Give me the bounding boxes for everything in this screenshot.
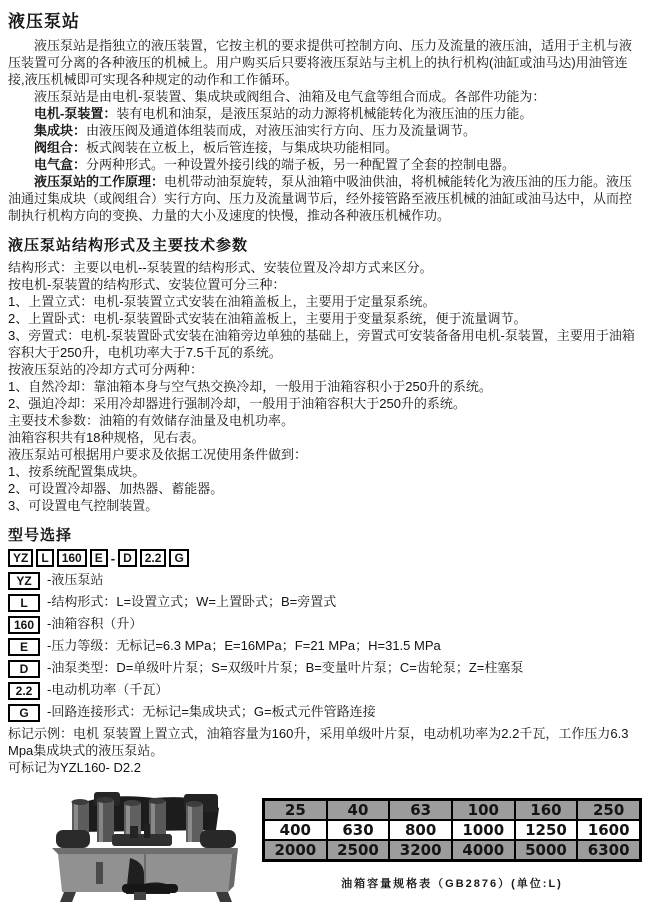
table-cell: 250 [577,800,640,821]
legend-desc: -回路连接形式：无标记=集成块式；G=板式元件管路连接 [47,704,376,720]
component-line-motor-pump [8,105,642,122]
table-cell: 3200 [389,840,452,861]
structure-line: 3、旁置式：电机-泵装置卧式安装在油箱旁边单独的基础上，旁置式可安装备备用电机-泵装置，主要用于油箱容积大于250升，电机功率大于7.5千瓦的系统。 [8,328,635,360]
legend-code-box: E [8,638,40,656]
structure-line: 2、强迫冷却：采用冷却器进行强制冷却，一般用于油箱容积大于250升的系统。 [8,396,466,411]
model-legend-row-yz [8,571,642,590]
marking-example-text: 标记示例：电机 泵装置上置立式，油箱容量为160升，采用单级叶片泵，电动机功率为2.2千瓦，工作压力6.3 Mpa集成块式的液压泵站。 [8,726,629,759]
structure-line: 结构形式：主要以电机--泵装置的结构形式、安装位置及冷却方式来区分。 [8,260,433,275]
model-legend-row-e [8,637,642,656]
table-cell: 1000 [452,820,515,840]
model-code-box-d: D [118,549,137,567]
structure-line: 按电机-泵装置的结构形式、安装位置可分三种： [8,277,286,292]
structure-line: 液压泵站可根据用户要求及依据工况使用条件做到： [8,447,308,462]
legend-code-box: G [8,704,40,722]
table-cell: 630 [327,820,390,840]
table-cell: 63 [389,800,452,821]
component-desc: 由液压阀及通道体组装而成，对液压油实行方向、压力及流量调节。 [86,123,477,138]
table-cell: 2500 [327,840,390,861]
tank-capacity-table-wrap [262,798,642,891]
model-legend-row-l [8,593,642,612]
model-code-box-g: G [169,549,188,567]
model-legend-row-d [8,659,642,678]
table-caption: 油箱容量规格表（GB2876）(单位:L) [341,878,563,891]
model-code-box-l: L [36,549,53,567]
tank-capacity-table [262,798,642,862]
component-line-electric-box [8,156,642,173]
pump-station-photo [34,788,256,906]
table-cell: 25 [264,800,327,821]
structure-line: 主要技术参数：油箱的有效储存油量及电机功率。 [8,413,295,428]
model-code-line [8,549,642,567]
model-code-dash: - [110,550,116,566]
structure-line: 1、上置立式：电机-泵装置立式安装在油箱盖板上，主要用于定量泵系统。 [8,294,436,309]
component-term: 液压泵站的工作原理： [34,174,165,189]
section-title-structure: 液压泵站结构形式及主要技术参数 [8,237,249,254]
model-code-box-yz: YZ [8,549,33,567]
bottom-section [8,788,642,906]
intro-paragraph-1: 液压泵站是指独立的液压装置，它按主机的要求提供可控制方向、压力及流量的液压油，适用于主机与液压装置可分离的各种液压的机械上。用户购买后只要将液压泵站与主机上的执行机构(油缸或油马达)用油管连接,液压机械即可实现各种规定的动作和工作循环。 [8,38,633,87]
legend-code-box: YZ [8,572,40,590]
component-desc: 装有电机和油泵，是液压泵站的动力源将机械能转化为液压油的压力能。 [116,106,533,121]
component-desc: 电机带动油泵旋转，泵从油箱中吸油供油，将机械能转化为液压油的压力能。液压油通过集成块（或阀组合）实行方向、压力及流量调节后，经外接管路至液压机械的油缸或油马达中，从而控制执行机构方向的变换、力量的大小及速度的快慢，推动各种液压机械作功。 [8,174,633,223]
intro-paragraph-2: 液压泵站是由电机-泵装置、集成块或阀组合、油箱及电气盒等组合而成。各部件功能为： [34,89,546,104]
legend-desc: -结构形式：L=设置立式；W=上置卧式；B=旁置式 [47,594,337,610]
component-term: 阀组合： [34,140,87,155]
model-code-box-160: 160 [57,549,87,567]
marking-example-code: 可标记为YZL160- D2.2 [8,760,141,776]
component-desc: 板式阀装在立板上，板后管连接，与集成块功能相同。 [86,140,399,155]
table-row [264,800,641,821]
structure-line: 1、自然冷却：靠油箱本身与空气热交换冷却，一般用于油箱容积小于250升的系统。 [8,379,492,394]
table-cell: 100 [452,800,515,821]
table-cell: 6300 [577,840,640,861]
model-legend-row-g [8,703,642,722]
structure-line: 油箱容积共有18种规格，见右表。 [8,430,205,445]
model-legend-row-160 [8,615,642,634]
legend-desc: -液压泵站 [47,572,104,588]
component-line-working-principle [8,173,642,224]
structure-line: 1、按系统配置集成块。 [8,464,146,479]
component-term: 集成块： [34,123,87,138]
model-code-box-e: E [90,549,108,567]
legend-code-box: L [8,594,40,612]
table-cell: 40 [327,800,390,821]
structure-line: 2、上置卧式：电机-泵装置卧式安装在油箱盖板上，主要用于变量泵系统，便于流量调节。 [8,311,527,326]
component-term: 电机-泵装置： [34,106,117,121]
legend-code-box: 2.2 [8,682,40,700]
table-row [264,840,641,861]
table-cell: 5000 [515,840,578,861]
structure-line: 2、可设置冷却器、加热器、蓄能器。 [8,481,224,496]
structure-line: 按液压泵站的冷却方式可分两种： [8,362,204,377]
table-cell: 1600 [577,820,640,840]
legend-code-box: D [8,660,40,678]
table-cell: 2000 [264,840,327,861]
table-cell: 400 [264,820,327,840]
legend-desc: -电动机功率（千瓦） [47,682,169,698]
legend-code-box: 160 [8,616,40,634]
table-cell: 160 [515,800,578,821]
component-line-valve-combo [8,139,642,156]
page-title: 液压泵站 [8,12,80,31]
structure-line: 3、可设置电气控制装置。 [8,498,159,513]
table-cell: 1250 [515,820,578,840]
table-cell: 800 [389,820,452,840]
table-cell: 4000 [452,840,515,861]
legend-desc: -压力等级：无标记=6.3 MPa；E=16MPa；F=21 MPa；H=31.5 MPa [47,638,441,654]
model-code-box-22: 2.2 [140,549,167,567]
component-desc: 分两种形式。一种设置外接引线的端子板，另一种配置了全套的控制电器。 [86,157,516,172]
legend-desc: -油箱容积（升） [47,616,143,632]
component-line-manifold [8,122,642,139]
component-term: 电气盒： [34,157,87,172]
table-row [264,820,641,840]
section-title-model-selection: 型号选择 [8,527,73,544]
legend-desc: -油泵类型：D=单级叶片泵；S=双级叶片泵；B=变量叶片泵；C=齿轮泵；Z=柱塞泵 [47,660,524,676]
model-legend-row-22 [8,681,642,700]
